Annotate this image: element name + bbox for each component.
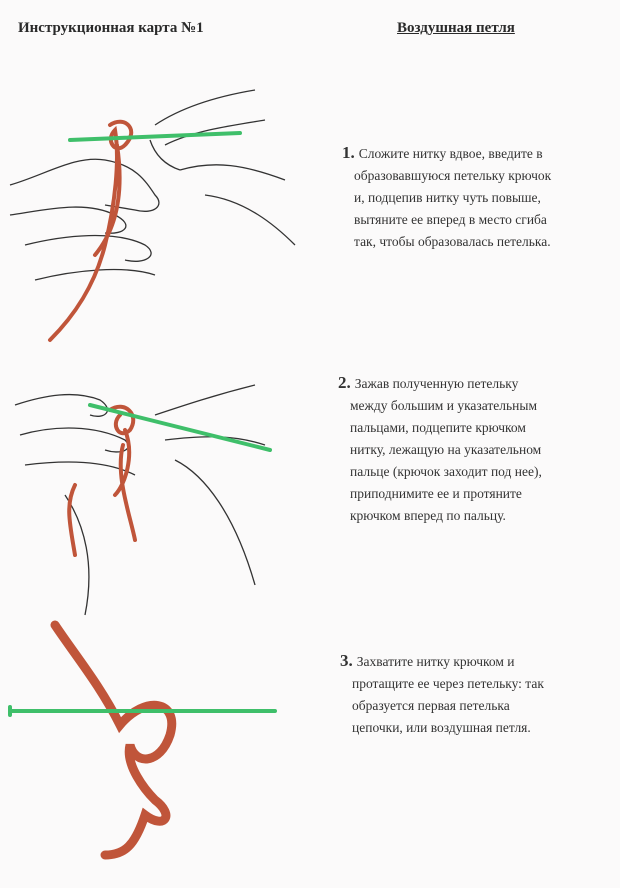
step-text: вытяните ее вперед в место сгиба bbox=[354, 212, 547, 227]
thread bbox=[55, 625, 172, 855]
step-number: 3. bbox=[340, 651, 353, 670]
step-text: пальцами, подцепите крючком bbox=[350, 420, 526, 435]
step-text: приподнимите ее и протяните bbox=[350, 486, 522, 501]
step-number: 2. bbox=[338, 373, 351, 392]
step-text: протащите ее через петельку: так bbox=[352, 676, 544, 691]
step-text: между большим и указательным bbox=[350, 398, 538, 413]
step-2 bbox=[338, 372, 542, 527]
illustration-step-2 bbox=[5, 365, 305, 625]
card-title: Инструкционная карта №1 bbox=[18, 20, 204, 36]
step-text: образуется первая петелька bbox=[352, 698, 510, 713]
step-text: Зажав полученную петельку bbox=[354, 376, 519, 391]
card-subtitle: Воздушная петля bbox=[397, 20, 515, 36]
step-text: так, чтобы образовалась петелька. bbox=[354, 234, 551, 249]
step-3 bbox=[340, 650, 544, 739]
illustration-step-3 bbox=[5, 615, 305, 865]
step-text: нитку, лежащую на указательном bbox=[350, 442, 542, 457]
step-text: крючком вперед по пальцу. bbox=[350, 508, 506, 523]
step-text: образовавшуюся петельку крючок bbox=[354, 168, 552, 183]
step-1 bbox=[342, 142, 551, 253]
thread bbox=[50, 122, 131, 340]
step-number: 1. bbox=[342, 143, 355, 162]
crochet-hook bbox=[70, 133, 240, 140]
step-text: Захватите нитку крючком и bbox=[356, 654, 515, 669]
step-text: цепочки, или воздушная петля. bbox=[352, 720, 531, 735]
step-text: и, подцепив нитку чуть повыше, bbox=[354, 190, 541, 205]
step-text: Сложите нитку вдвое, введите в bbox=[358, 146, 543, 161]
illustration-step-1 bbox=[5, 85, 305, 345]
step-text: пальце (крючок заходит под нее), bbox=[350, 464, 542, 479]
